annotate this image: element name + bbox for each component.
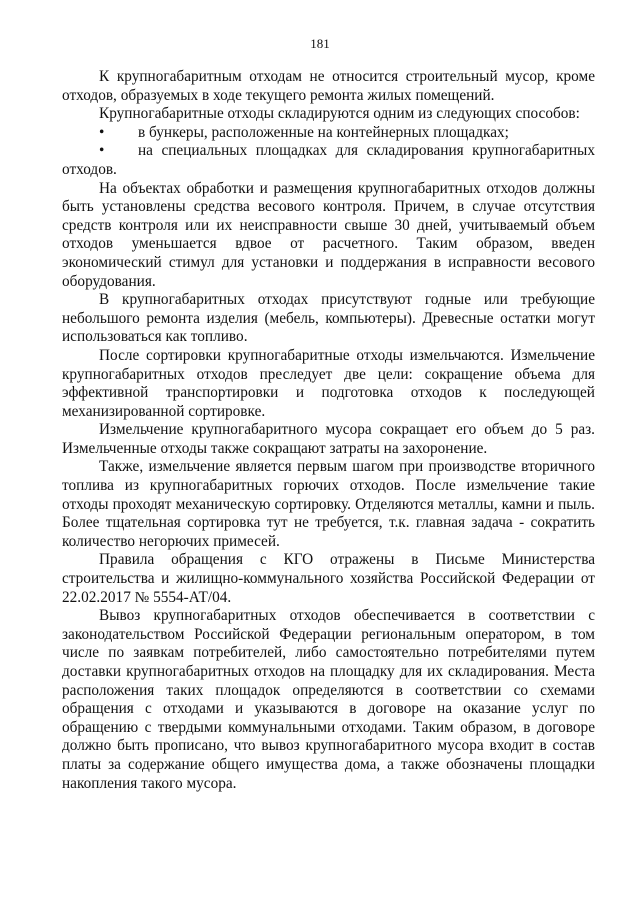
- bullet-marker: •: [99, 123, 105, 141]
- paragraph: На объектах обработки и размещения крупногабаритных отходов должны быть установлены средства весового контроля. Причем, в случае отсутствия средств контроля или их неисправности свыше 30 дней, учитываемый объем отходов уменьшается вдвое от расчетного. Таким образом, введен экономический стимул для установки и поддержания в исправности весового оборудования.: [62, 179, 595, 290]
- bullet-item: [62, 142, 595, 179]
- paragraph: Измельчение крупногабаритного мусора сокращает его объем до 5 раз. Измельченные отходы также сокращают затраты на захоронение.: [62, 421, 595, 457]
- document-body: [62, 68, 595, 793]
- bullet-marker: •: [99, 142, 105, 160]
- bullet-text: в бункеры, расположенные на контейнерных площадках;: [138, 123, 509, 141]
- paragraph: В крупногабаритных отходах присутствуют годные или требующие небольшого ремонта изделия (мебель, компьютеры). Древесные остатки могут использоваться как топливо.: [62, 291, 595, 346]
- paragraph: После сортировки крупногабаритные отходы измельчаются. Измельчение крупногабаритных отходов преследует две цели: сокращение объема для эффективной транспортировки и подготовка отходов к последующей механизированной сортировке.: [62, 346, 595, 420]
- paragraph: К крупногабаритным отходам не относится строительный мусор, кроме отходов, образуемых в ходе текущего ремонта жилых помещений.: [62, 68, 595, 104]
- paragraph: Крупногабаритные отходы складируются одним из следующих способов:: [99, 105, 580, 123]
- bullet-text: на специальных площадках для складирования крупногабаритных отходов.: [62, 142, 595, 178]
- paragraph: Вывоз крупногабаритных отходов обеспечивается в соответствии с законодательством Российской Федерации региональным оператором, в том числе по заявкам потребителей, либо самостоятельно потребителями путем доставки крупногабаритных отходов на площадку для их складирования. Места расположения таких площадок определяются в соответствии со схемами обращения с отходами и указываются в договоре на оказание услуг по обращению с твердыми коммунальными отходами. Таким образом, в договоре должно быть прописано, что вывоз крупногабаритного мусора входит в состав платы за содержание общего имущества дома, а также обозначены площадки накопления такого мусора.: [62, 607, 595, 792]
- bullet-item: [62, 124, 595, 143]
- page-number: 181: [310, 36, 330, 51]
- paragraph: Правила обращения с КГО отражены в Письме Министерства строительства и жилищно-коммунального хозяйства Российской Федерации от 22.02.2017 № 5554-АТ/04.: [62, 551, 595, 606]
- paragraph: Также, измельчение является первым шагом при производстве вторичного топлива из крупногабаритных горючих отходов. После измельчение такие отходы проходят механическую сортировку. Отделяются металлы, камни и пыль. Более тщательная сортировка тут не требуется, т.к. главная задача - сократить количество негорючих примесей.: [62, 458, 595, 550]
